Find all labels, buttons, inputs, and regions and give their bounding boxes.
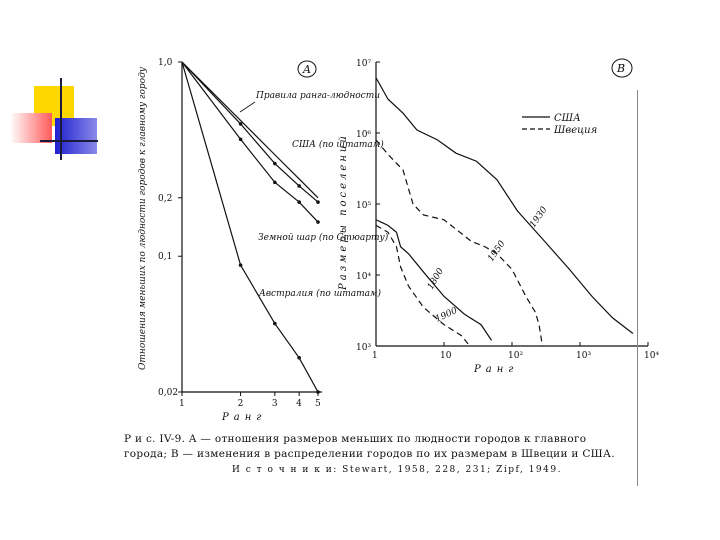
annotation-1800: 1800 <box>425 266 447 292</box>
panel-b-y-tick-label: 10⁷ <box>356 59 372 69</box>
panel-a-x-tick-label: 5 <box>315 399 321 409</box>
panel-a-series-line <box>182 62 318 392</box>
legend-usa-label: США <box>554 113 581 124</box>
panel-b-x-tick-label: 10³ <box>576 351 592 361</box>
panel-b-x-tick-label: 1 <box>372 351 378 361</box>
caption-source: И с т о ч н и к и: Stewart, 1958, 228, 231; Zipf, 1949. <box>232 465 562 475</box>
panel-a-point <box>239 137 243 141</box>
panel-a-label: A <box>303 63 311 76</box>
panel-b-label: B <box>617 62 626 75</box>
legend-sweden-label: Швеция <box>554 125 598 136</box>
panel-a-point <box>297 184 301 188</box>
caption-line-1: Р и с. IV-9. A — отношения размеров меньших по людности городов к главного <box>124 433 587 445</box>
panel-a-point <box>316 220 320 224</box>
panel-a-point <box>273 162 277 166</box>
panel-a-point <box>316 200 320 204</box>
panel-a-ylabel: Отношения меньших по людности городов к главному городу <box>138 67 148 370</box>
panel-b-series-line <box>376 140 542 346</box>
panel-a-x-tick-label: 4 <box>296 399 302 409</box>
panel-a-point <box>316 390 320 394</box>
annotation-usa-states: США (по штатам) <box>292 140 384 150</box>
panel-a-x-tick-label: 3 <box>271 399 278 409</box>
panel-b-y-tick-label: 10⁴ <box>356 272 372 282</box>
panel-a-y-tick-label: 1,0 <box>158 58 173 68</box>
panel-b-y-tick-label: 10⁵ <box>356 201 372 211</box>
annotation-world: Земной шар (по Стюарту) <box>258 233 389 243</box>
panel-a-x-tick-label: 2 <box>237 399 244 409</box>
panel-a-point <box>297 356 301 360</box>
panel-a-y-tick-label: 0,02 <box>158 388 179 398</box>
annotation-1930: 1930 <box>528 205 550 230</box>
caption-line-2: города; B — изменения в распределении городов по их размерам в Швеции и США. <box>124 448 615 460</box>
panel-a-point <box>273 181 277 185</box>
panel-b-marks <box>356 59 659 361</box>
panel-b-ylabel: Размеры поселений <box>338 133 349 290</box>
annotation-rank-size-arrow <box>240 102 255 112</box>
panel-a-point <box>239 122 243 126</box>
decor-right-rule <box>637 90 638 486</box>
panel-a-xlabel: Ранг <box>222 412 267 423</box>
annotation-1950: 1950 <box>486 239 508 264</box>
panel-b-x-tick-label: 10 <box>440 351 452 361</box>
panel-b-x-tick-label: 10² <box>508 351 524 361</box>
panel-a-y-tick-label: 0,2 <box>158 193 173 204</box>
panel-a-point <box>297 200 301 204</box>
annotation-1900: 1900 <box>434 305 460 325</box>
panel-b-y-tick-label: 10³ <box>356 343 372 353</box>
panel-b-x-tick-label: 10⁴ <box>644 351 660 361</box>
annotation-australia: Австралия (по штатам) <box>259 289 381 299</box>
panel-b-y-tick-label: 10⁶ <box>356 130 372 140</box>
panel-a-point <box>239 263 243 267</box>
panel-a-x-tick-label: 1 <box>179 399 185 409</box>
panel-a-point <box>273 322 277 326</box>
panel-a-series-line <box>182 62 318 198</box>
panel-b-xlabel: Ранг <box>474 364 519 375</box>
figure-caption <box>124 432 670 478</box>
panel-b <box>338 59 648 375</box>
panel-b-series-line <box>376 225 470 346</box>
annotation-rank-size-rule: Правила ранга-людности <box>256 91 381 101</box>
panel-a-y-tick-label: 0,1 <box>158 252 173 263</box>
